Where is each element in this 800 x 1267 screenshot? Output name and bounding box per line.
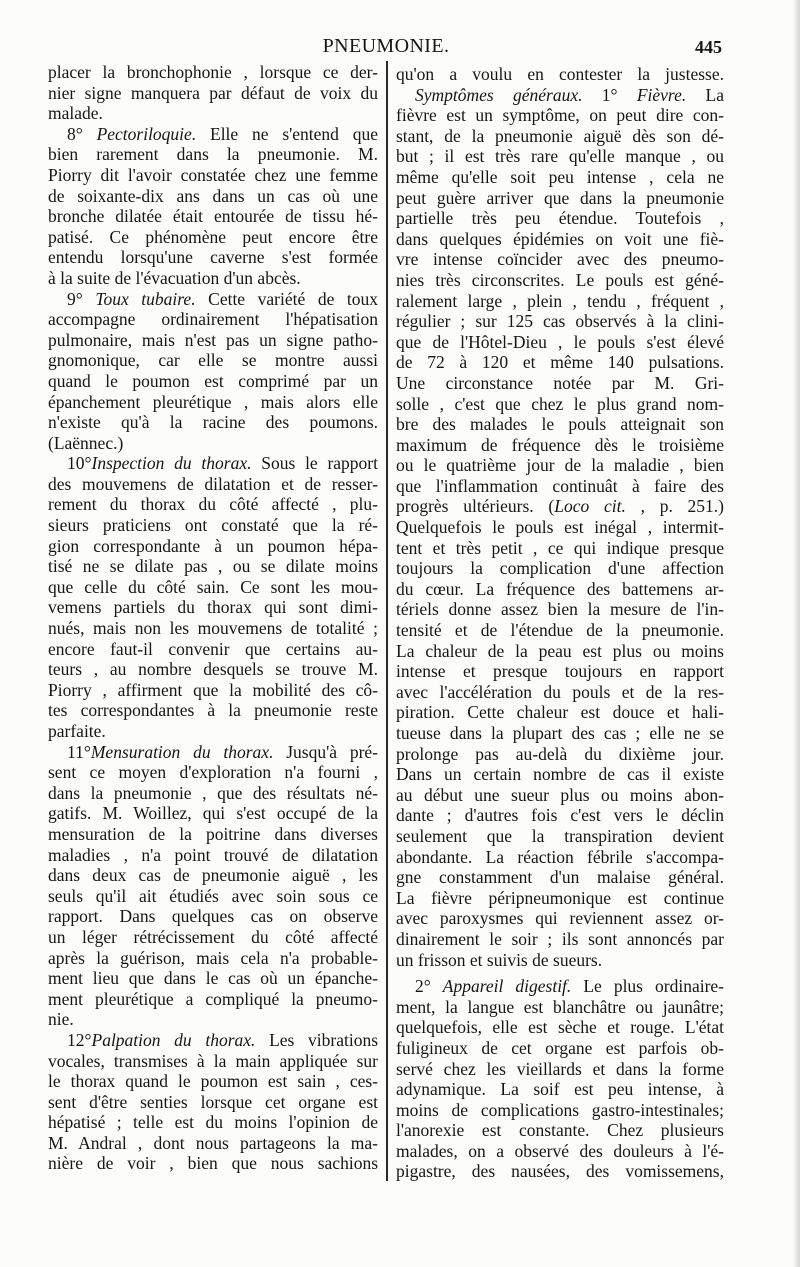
text-line: tériels donne assez bien la mesure de l'in-: [396, 599, 724, 620]
text-line: fièvre est un symptôme, on peut dire con-: [396, 105, 724, 126]
text-line: (Laënnec.): [48, 432, 124, 453]
section-heading: Appareil digestif.: [442, 976, 572, 997]
text-segment: La: [686, 84, 724, 105]
text-line: vocales, transmises à la main appliquée sur: [48, 1050, 378, 1071]
text-line: ment pleurétique a compliqué la pneumo-: [48, 988, 378, 1009]
text-line: [48, 742, 378, 763]
text-line: nués, mais non les mouvemens de totalité ;: [48, 618, 378, 639]
text-line: adynamique. La soif est peu intense, à: [396, 1079, 724, 1100]
text-line: fuligineux de cet organe est parfois ob-: [396, 1037, 724, 1058]
text-line: [396, 496, 724, 517]
text-line: que l'inflammation continuât à faire des: [396, 475, 724, 496]
subsection-heading: Fièvre.: [636, 84, 687, 105]
text-line: Quelquefois le pouls est inégal , intermit-: [396, 517, 724, 538]
page-number: 445: [695, 37, 722, 57]
text-line: partielle très peu étendue. Toutefois ,: [396, 208, 724, 229]
section-heading: Toux tubaire.: [95, 288, 196, 309]
text-line: mensuration de la poitrine dans diverses: [48, 823, 378, 844]
text-line: Piorry , affirment que la mobilité des cô-: [48, 679, 378, 700]
text-line: sent ce moyen d'exploration n'a fourni ,: [48, 762, 378, 783]
text-segment: , p. 251.): [625, 496, 725, 517]
text-line: bien rarement dans la pneumonie. M.: [48, 144, 378, 165]
text-line: avec l'accélération du pouls et de la res-: [396, 681, 724, 702]
text-line: malade.: [48, 103, 103, 124]
text-line: entendu lorsqu'une caverne s'est formée: [48, 247, 378, 268]
text-line: Une circonstance notée par M. Gri-: [396, 372, 724, 393]
text-line: but ; il est très rare qu'elle manque , ou: [396, 146, 724, 167]
text-line: le thorax quand le poumon est sain , ces-: [48, 1071, 378, 1092]
text-line: piration. Cette chaleur est douce et hali-: [396, 702, 724, 723]
text-line: tueuse dans la plupart des cas ; elle ne se: [396, 723, 724, 743]
text-line: intense et presque toujours en rapport: [396, 661, 724, 682]
section-heading: Pectoriloquie.: [96, 123, 197, 144]
text-segment: Jusqu'à pré-: [273, 741, 378, 762]
section-number: 8°: [67, 123, 97, 144]
text-line: maladies , n'a point trouvé de dilatation: [48, 844, 378, 865]
text-line: gion correspondante à un poumon hépa-: [48, 535, 378, 556]
running-head: PNEUMONIE.: [322, 35, 450, 57]
text-line: l'anorexie est constante. Chez plusieurs: [396, 1120, 724, 1141]
section-heading: Palpation du thorax.: [91, 1029, 256, 1050]
text-line: n'existe qu'à la racine des poumons.: [48, 412, 378, 433]
text-line: gnomonique, car elle se montre aussi: [48, 350, 378, 371]
column-divider: [386, 61, 388, 1181]
text-line: qu'on a voulu en contester la justesse.: [396, 64, 724, 84]
text-line: vemens partiels du thorax qui sont dimi-: [48, 597, 378, 618]
text-line: ment, la langue est blanchâtre ou jaunâtre;: [396, 996, 724, 1017]
text-line: [48, 453, 378, 474]
text-line: accompagne ordinairement l'hépatisation: [48, 309, 378, 330]
text-line: avec paroxysmes qui reviennent assez or-: [396, 908, 724, 929]
text-line: de 72 à 120 et même 140 pulsations.: [396, 352, 724, 373]
text-line: tent et très petit , ce qui indique presque: [396, 537, 724, 558]
text-line: du cœur. La fréquence des battemens ar-: [396, 578, 724, 599]
text-line: pigastre, des nausées, des vomissemens,: [396, 1161, 724, 1182]
text-line: quelquefois, elle est sèche et rouge. L'état: [396, 1017, 724, 1038]
text-line: quand le poumon est comprimé par un: [48, 370, 378, 391]
text-line: bre des malades le pouls atteignait son: [396, 414, 724, 435]
section-number: 9°: [67, 288, 96, 309]
text-line: [48, 1030, 378, 1051]
text-line: M. Andral , dont nous partageons la ma-: [48, 1132, 378, 1153]
text-line: tisé ne se dilate pas , ou se dilate moins: [48, 556, 378, 577]
text-line: bronche dilatée était entourée de tissu hé-: [48, 206, 378, 227]
text-line: que celle du côté sain. Ce sont les mou-: [48, 576, 378, 597]
text-line: teurs , au nombre desquels se trouve M.: [48, 659, 378, 680]
text-line: ou le quatrième jour de la maladie , bien: [396, 455, 724, 476]
text-line: sieurs praticiens ont constaté que la ré-: [48, 515, 378, 536]
text-segment: Elle ne s'entend que: [196, 123, 379, 144]
text-line: abondante. La réaction fébrile s'accompa-: [396, 846, 724, 867]
section-heading: Inspection du thorax.: [91, 453, 252, 474]
text-line: nies très circonscrites. Le pouls est géné-: [396, 269, 724, 290]
text-line: La fièvre péripneumonique est continue: [396, 887, 724, 908]
section-number: 1°: [582, 84, 637, 105]
section-number: 12°: [67, 1029, 92, 1050]
text-line: rapport. Dans quelques cas on observe: [48, 906, 378, 927]
text-segment: progrès ultérieurs. (: [396, 496, 555, 517]
text-line: prolonge pas au-delà du dixième jour.: [396, 743, 724, 764]
text-line: dans deux cas de pneumonie aiguë , les: [48, 865, 378, 886]
left-column: [48, 62, 378, 1174]
text-line: [396, 976, 724, 997]
text-line: seuls qu'il ait étudiés avec soin sous ce: [48, 885, 378, 906]
text-line: [48, 289, 378, 310]
scan-edge-shadow: [793, 0, 800, 1267]
text-line: malades, on a observé des douleurs à l'é-: [396, 1140, 724, 1161]
text-line: peut guère arriver que dans la pneumonie: [396, 187, 724, 208]
text-line: nie.: [48, 1009, 74, 1030]
text-line: Piorry dit l'avoir constatée chez une femme: [48, 164, 378, 185]
text-line: nier signe manquera par défaut de voix du: [48, 82, 378, 103]
text-line: dante ; d'autres fois c'est vers le déclin: [396, 805, 724, 826]
text-line: ralement large , plein , tendu , fréquent ,: [396, 290, 724, 311]
text-line: épanchement pleurétique , mais alors elle: [48, 391, 378, 412]
section-number: 10°: [67, 453, 92, 474]
text-line: encore faut-il convenir que certains au-: [48, 638, 378, 659]
citation: Loco cit.: [554, 496, 626, 517]
text-line: [396, 85, 724, 106]
text-line: que de l'Hôtel-Dieu , le pouls s'est élevé: [396, 331, 724, 352]
text-segment: Sous le rapport: [251, 453, 378, 474]
text-line: placer la bronchophonie , lorsque ce der-: [48, 62, 378, 82]
text-line: toujours la complication d'une affection: [396, 558, 724, 579]
text-segment: Le plus ordinaire-: [571, 976, 725, 997]
text-line: rement du thorax du côté affecté , plu-: [48, 494, 378, 515]
text-line: de soixante-dix ans dans un cas où une: [48, 185, 378, 206]
text-line: moins de complications gastro-intestinales;: [396, 1099, 724, 1120]
text-line: un frisson et suivis de sueurs.: [396, 949, 603, 970]
text-line: [48, 124, 378, 145]
text-line: dans quelques épidémies on voit une fiè-: [396, 228, 724, 249]
section-number: 2°: [415, 976, 443, 997]
text-segment: Les vibrations: [255, 1029, 379, 1050]
text-line: vre intense coïncider avec des pneumo-: [396, 249, 724, 270]
text-line: des mouvemens de dilatation et de resser-: [48, 473, 378, 494]
section-heading: Mensuration du thorax.: [90, 741, 274, 762]
text-line: gne constamment d'un malaise général.: [396, 867, 724, 888]
text-line: gatifs. M. Woillez, qui s'est occupé de la: [48, 803, 378, 824]
text-line: nière de voir , bien que nous sachions: [48, 1153, 378, 1174]
text-line: un léger rétrécissement du côté affecté: [48, 926, 378, 947]
text-line: même qu'elle soit peu intense , cela ne: [396, 166, 724, 187]
text-segment: Cette variété de toux: [195, 288, 379, 309]
section-heading: Symptômes généraux.: [415, 84, 583, 105]
text-line: hépatisé ; telle est du moins l'opinion de: [48, 1112, 378, 1133]
right-column: [396, 64, 724, 1182]
text-line: sent d'être senties lorsque cet organe est: [48, 1091, 378, 1112]
text-line: ment lieu que dans le cas où un épanche-: [48, 968, 378, 989]
text-line: à la suite de l'évacuation d'un abcès.: [48, 267, 301, 288]
text-line: solle , c'est que chez le plus grand nom-: [396, 393, 724, 414]
text-line: pulmonaire, mais n'est pas un signe patho-: [48, 329, 378, 350]
text-line: tensité et de l'étendue de la pneumonie.: [396, 620, 724, 641]
text-line: stant, de la pneumonie aiguë dès son dé-: [396, 125, 724, 146]
text-line: tes correspondantes à la pneumonie reste: [48, 700, 378, 721]
text-line: seulement que la transpiration devient: [396, 825, 724, 846]
text-line: au début une sueur plus ou moins abon-: [396, 784, 724, 805]
text-line: servé chez les vieillards et dans la forme: [396, 1058, 724, 1079]
text-line: La chaleur de la peau est plus ou moins: [396, 640, 724, 661]
text-line: patisé. Ce phénomène peut encore être: [48, 226, 378, 247]
text-line: parfaite.: [48, 721, 106, 741]
text-line: après la guérison, mais cela n'a probable-: [48, 947, 378, 968]
section-number: 11°: [67, 741, 91, 762]
text-line: dinairement le soir ; ils sont annoncés par: [396, 928, 724, 949]
text-line: régulier ; sur 125 cas observés à la clini-: [396, 311, 724, 332]
text-line: dans la pneumonie , que des résultats né-: [48, 782, 378, 803]
text-line: Dans un certain nombre de cas il existe: [396, 764, 724, 785]
text-line: maximum de fréquence dès le troisième: [396, 434, 724, 455]
